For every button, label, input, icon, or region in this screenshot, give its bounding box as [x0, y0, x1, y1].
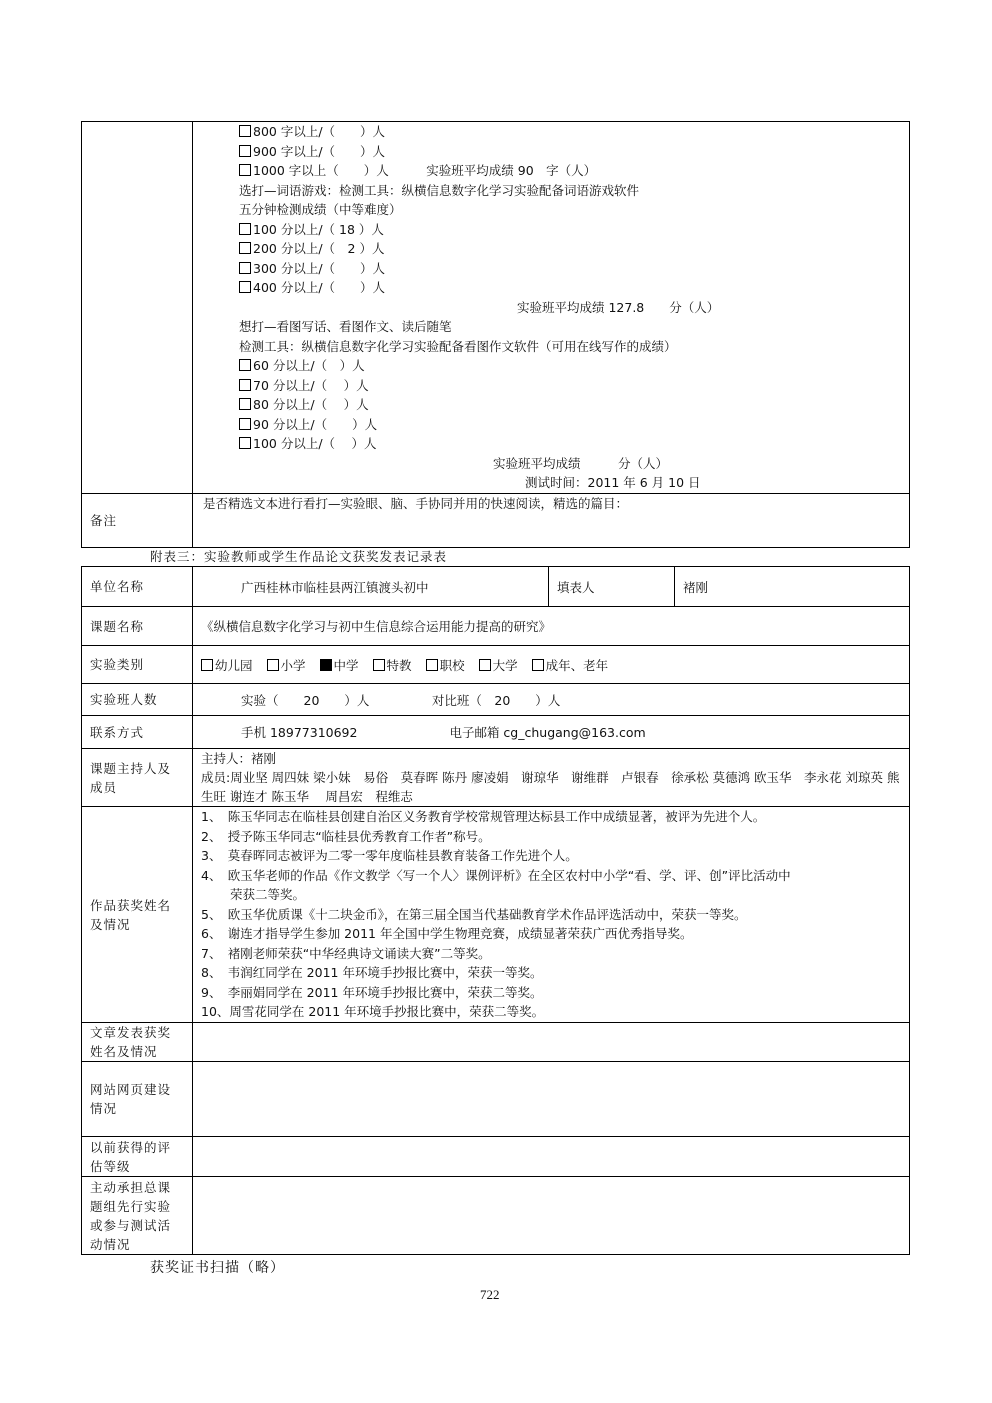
score-line-text: 300 分以上/（ ）人 — [253, 260, 386, 276]
score-line-text: 90 分以上/（ ）人 — [253, 416, 378, 432]
award-item: 8、 韦润红同学在 2011 年环境手抄报比赛中，荣获一等奖。 — [201, 965, 543, 980]
category-option-label: 成年、老年 — [545, 657, 609, 673]
checkbox-icon[interactable] — [239, 379, 251, 391]
count-value: 实验（ 20 ）人 对比班（ 20 ）人 — [193, 684, 910, 716]
score-line-text: 实验班平均成绩 127.8 分（人） — [517, 299, 720, 315]
checkbox-icon[interactable] — [239, 437, 251, 449]
checkbox-icon[interactable] — [267, 659, 279, 671]
score-line-text: 80 分以上/（ ）人 — [253, 397, 369, 412]
score-line — [239, 200, 901, 220]
host-members — [193, 749, 910, 807]
members: 成员:周业坚 周四妹 梁小妹 易俗 莫春晖 陈丹 廖凌娟 谢琼华 谢维群 卢银春 徐承松 莫德鸿 欧玉华 李永花 刘琼英 熊生旺 谢连才 陈玉华 周昌宏 程维志 — [201, 770, 900, 804]
score-line — [239, 454, 901, 474]
award-item: 7、 褚刚老师荣获“中华经典诗文诵读大赛”二等奖。 — [201, 945, 491, 961]
phone: 手机 18977310692 — [241, 725, 358, 740]
score-line-text: 800 字以上/（ ）人 — [253, 124, 386, 139]
score-line-text: 测试时间：2011 年 6 月 10 日 — [525, 475, 701, 490]
score-line — [239, 337, 901, 357]
score-line — [239, 142, 901, 162]
awards-cell — [193, 807, 910, 1023]
topic-value: 《纵横信息数字化学习与初中生信息综合运用能力提高的研究》 — [193, 607, 910, 646]
score-line — [239, 434, 901, 454]
checkbox-icon[interactable] — [239, 398, 251, 410]
lead-label: 主动承担总课题组先行实验或参与测试活动情况 — [82, 1177, 193, 1255]
award-item: 3、 莫春晖同志被评为二零一零年度临桂县教育装备工作先进个人。 — [201, 848, 578, 863]
topic-label: 课题名称 — [82, 607, 193, 646]
score-line-text: 100 分以上/（ 18 ）人 — [253, 221, 384, 237]
filler-label: 填表人 — [549, 567, 675, 607]
checkbox-icon[interactable] — [239, 262, 251, 274]
category-label: 实验类别 — [82, 646, 193, 684]
checkbox-icon[interactable] — [239, 164, 251, 176]
score-line — [239, 278, 901, 298]
score-line-text: 实验班平均成绩 分（人） — [493, 455, 669, 471]
award-item: 1、 陈玉华同志在临桂县创建自治区义务教育学校常规管理达标县工作中成绩显著，被评为先进个人。 — [201, 809, 766, 824]
category-option-label: 小学 — [280, 657, 306, 673]
checkbox-icon[interactable] — [239, 359, 251, 371]
email: 电子邮箱 cg_chugang@163.com — [449, 725, 646, 740]
score-line-text: 200 分以上/（ 2 ）人 — [253, 241, 385, 256]
score-line-text: 900 字以上/（ ）人 — [253, 143, 386, 159]
award-item: 6、 谢连才指导学生参加 2011 年全国中学生物理竞赛，成绩显著荣获广西优秀指导奖。 — [201, 926, 693, 941]
lead-value — [193, 1177, 910, 1255]
checkbox-icon[interactable] — [239, 281, 251, 293]
award-item: 2、 授予陈玉华同志“临桂县优秀教育工作者”称号。 — [201, 828, 491, 844]
checkbox-icon[interactable] — [479, 659, 491, 671]
top-table — [81, 121, 910, 548]
score-line — [239, 395, 901, 415]
score-line — [239, 317, 901, 337]
score-line — [239, 356, 901, 376]
score-lines-cell — [193, 122, 910, 494]
website-value — [193, 1062, 910, 1137]
host-label: 课题主持人及成员 — [82, 749, 193, 807]
count-label: 实验班人数 — [82, 684, 193, 716]
awards-label: 作品获奖姓名及情况 — [82, 807, 193, 1023]
checkbox-icon[interactable] — [239, 125, 251, 137]
remark-text: 是否精选文本进行看打—实验眼、脑、手协同并用的快速阅读，精选的篇目： — [193, 493, 910, 547]
filler-value: 褚刚 — [675, 567, 910, 607]
checkbox-icon[interactable] — [239, 145, 251, 157]
category-list — [201, 658, 622, 673]
score-line — [239, 473, 901, 493]
contact-label: 联系方式 — [82, 716, 193, 749]
checkbox-icon[interactable] — [532, 659, 544, 671]
page-number: 722 — [480, 1287, 500, 1302]
score-line-text: 想打—看图写话、看图作文、读后随笔 — [239, 319, 452, 334]
score-line-text: 1000 字以上（ ）人 实验班平均成绩 90 字（人） — [253, 163, 597, 178]
checkbox-icon[interactable] — [239, 223, 251, 235]
award-item: 4、 欧玉华老师的作品《作文教学〈写一个人〉课例评析》在全区农村中小学“看、学、评、创”评比活动中 — [201, 867, 791, 883]
footer-note: 获奖证书扫描（略） — [150, 1260, 285, 1276]
score-line-text: 70 分以上/（ ）人 — [253, 377, 369, 393]
host: 主持人：褚刚 — [201, 751, 277, 766]
contact-value — [193, 716, 910, 749]
score-line-text: 400 分以上/（ ）人 — [253, 280, 386, 295]
article-value — [193, 1023, 910, 1062]
category-option-label: 职校 — [439, 657, 465, 673]
category-option[interactable] — [320, 658, 359, 673]
checkbox-checked-icon[interactable] — [320, 659, 332, 671]
checkbox-icon[interactable] — [201, 659, 213, 671]
checkbox-icon[interactable] — [373, 659, 385, 671]
score-line-text: 检测工具：纵横信息数字化学习实验配备看图作文软件（可用在线写作的成绩） — [239, 338, 677, 354]
score-line — [239, 298, 901, 318]
score-line-text: 五分钟检测成绩（中等难度） — [239, 202, 402, 217]
score-line-text: 100 分以上/（ ）人 — [253, 436, 377, 451]
score-line-text: 选打—词语游戏：检测工具：纵横信息数字化学习实验配备词语游戏软件 — [239, 182, 640, 198]
top-left-cell — [82, 122, 193, 494]
award-item: 10、周雪花同学在 2011 年环境手抄报比赛中，荣获二等奖。 — [201, 1004, 545, 1019]
rating-value — [193, 1137, 910, 1177]
category-option-label: 幼儿园 — [215, 657, 253, 673]
article-label: 文章发表获奖姓名及情况 — [82, 1023, 193, 1062]
score-line — [239, 239, 901, 259]
score-lines — [239, 122, 901, 493]
award-item: 荣获二等奖。 — [201, 887, 305, 902]
category-option[interactable] — [426, 658, 465, 673]
checkbox-icon[interactable] — [239, 242, 251, 254]
award-list — [201, 807, 901, 1022]
rating-label: 以前获得的评估等级 — [82, 1137, 193, 1177]
category-option[interactable] — [532, 658, 609, 673]
score-line — [239, 181, 901, 201]
category-option[interactable] — [373, 658, 412, 673]
category-option-label: 特教 — [386, 657, 412, 673]
unit-value: 广西桂林市临桂县两江镇渡头初中 — [193, 567, 549, 607]
appendix-title: 附表三：实验教师或学生作品论文获奖发表记录表 — [150, 549, 448, 564]
remark-label: 备注 — [82, 493, 193, 547]
award-item: 5、 欧玉华优质课《十二块金币》，在第三届全国当代基础教育学术作品评选活动中，荣获一等奖。 — [201, 906, 747, 922]
checkbox-icon[interactable] — [426, 659, 438, 671]
category-option[interactable] — [479, 658, 518, 673]
category-option[interactable] — [267, 658, 306, 673]
score-line — [239, 122, 901, 142]
category-option[interactable] — [201, 658, 253, 673]
unit-label: 单位名称 — [82, 567, 193, 607]
checkbox-icon[interactable] — [239, 418, 251, 430]
score-line — [239, 161, 901, 181]
award-record-table — [81, 566, 910, 1255]
award-item: 9、 李丽娟同学在 2011 年环境手抄报比赛中，荣获二等奖。 — [201, 984, 543, 1000]
score-line — [239, 376, 901, 396]
category-options — [193, 646, 910, 684]
score-line — [239, 220, 901, 240]
score-line-text: 60 分以上/（ ）人 — [253, 358, 365, 373]
category-option-label: 中学 — [333, 657, 359, 673]
score-line — [239, 415, 901, 435]
category-option-label: 大学 — [492, 657, 518, 673]
score-line — [239, 259, 901, 279]
website-label: 网站网页建设情况 — [82, 1062, 193, 1137]
